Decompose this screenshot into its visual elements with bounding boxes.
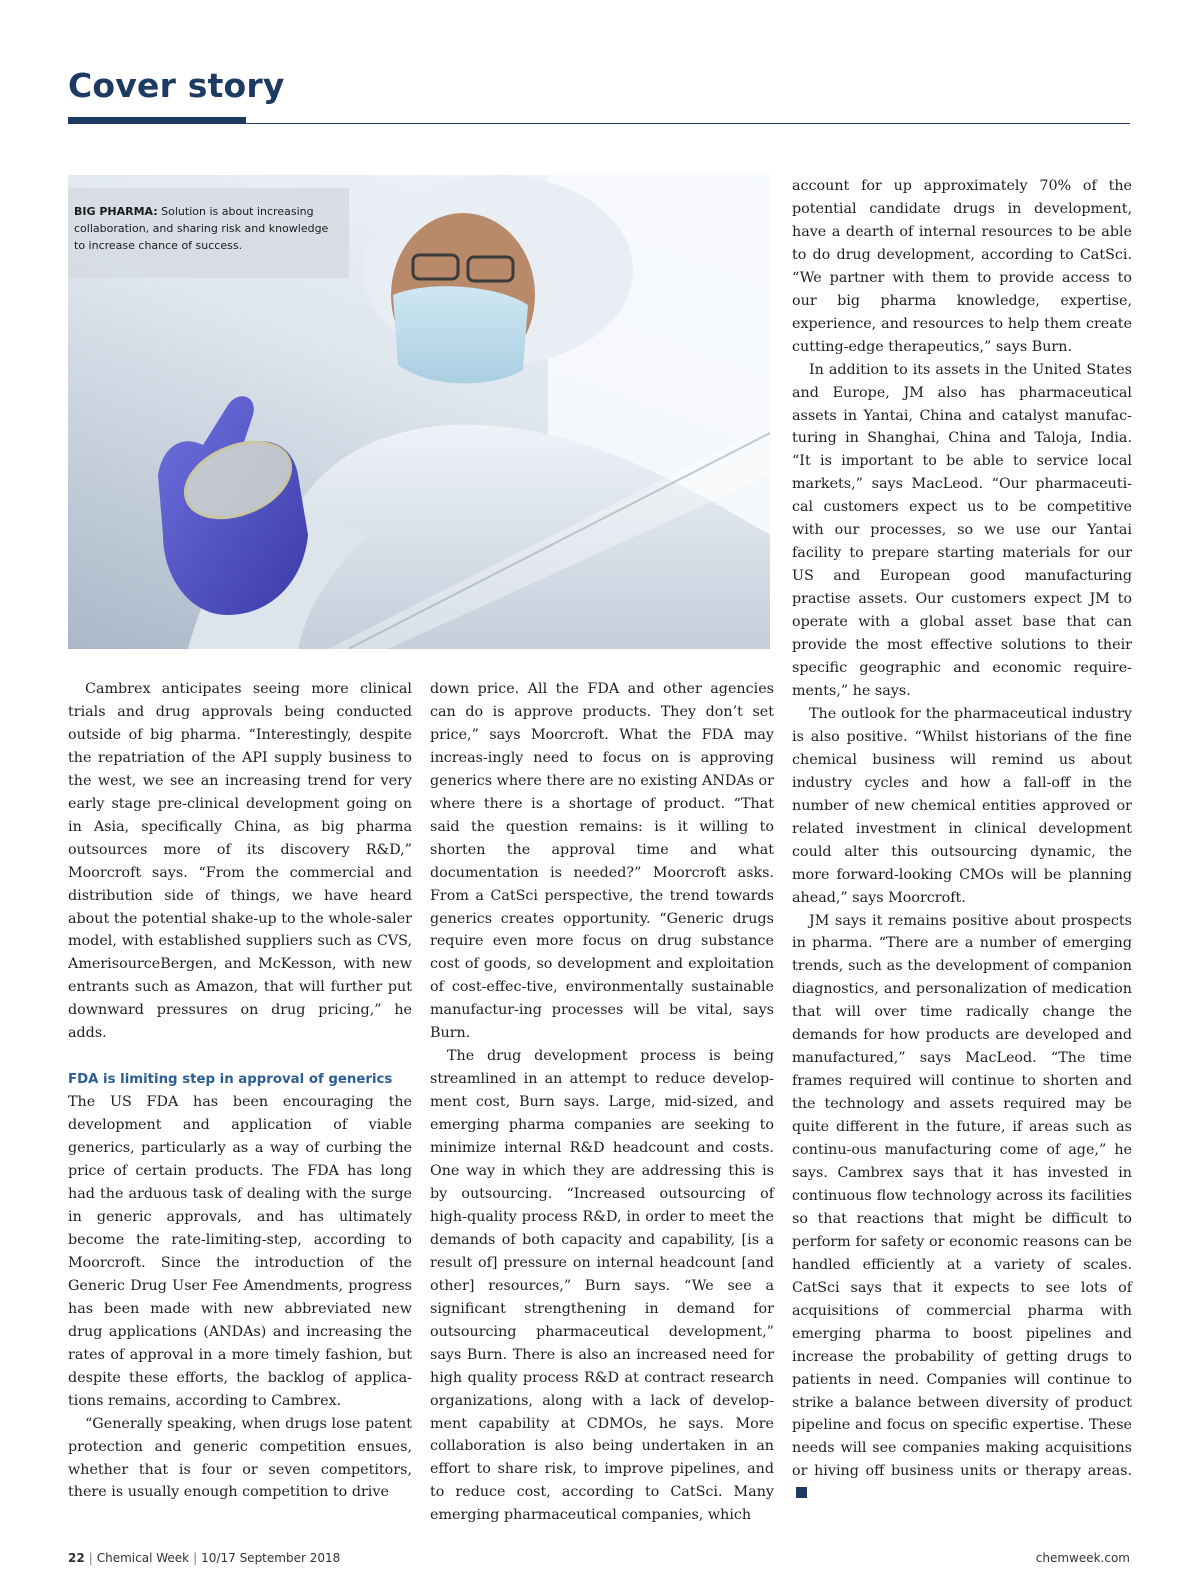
footer-separator: |: [193, 1551, 198, 1565]
section-subheading: FDA is limiting step in approval of generics: [68, 1072, 393, 1088]
paragraph: account for up approximately 70% of the potential candidate drugs in development, have a dearth of internal resources to be able to do drug development, according to CatSci. “We partner with them to provide access to our big pharma knowledge, expertise, experience, and resources to help them create cutting-edge therapeutics,” says Burn.: [792, 178, 1132, 355]
paragraph-text: JM says it remains positive about prospects in pharma. “There are a number of emerging trends, such as the development of companion diagnostics, and personalization of medication that will over time radically change the demands for how products are developed and manufactured,” says MacLeod. “The time frames required will continue to shorten and the technology and assets required may be quite different in the future, if areas such as continu-ous manufacturing come of age,” he says. Cambrex says that it has invested in continuous flow technology across its facilities so that reactions that might be difficult to perform for safety or economic reasons can be handled efficiently at a variety of scales. CatSci says that it expects to see lots of acquisitions of commercial pharma with emerging pharma to boost pipelines and increase the probability of getting drugs to patients in need. Companies will continue to strike a balance between diversity of product pipeline and focus on specific expertise. These needs will see companies making acquisitions or hiving off business units or therapy areas.: [792, 912, 1132, 1480]
publication-name: Chemical Week: [96, 1551, 190, 1565]
paragraph: Cambrex anticipates seeing more clinical trials and drug approvals being conducted outside of big pharma. “Interestingly, despite the repatriation of the API supply business to the west, we see an increasing trend for very early stage pre-clinical development going on in Asia, specifically China, as big pharma outsources more of its discovery R&D,” Moorcroft says. “From the commercial and distribution side of things, we have heard about the potential shake-up to the whole-saler model, with established suppliers such as CVS, AmerisourceBergen, and McKesson, with new entrants such as Amazon, that will further put downward pressures on drug pricing,” he adds.: [68, 681, 412, 1042]
paragraph: The outlook for the pharmaceutical industry is also positive. “Whilst historians of the fine chemical business will remind us about industry cycles and how a fall-off in the number of new chemical entities approved or related investment in clinical development could alter this outsourcing dynamic, the more forward-looking CMOs will be planning ahead,” says Moorcroft.: [792, 705, 1132, 906]
photo-caption: [68, 188, 349, 278]
footer-website: chemweek.com: [1035, 1551, 1130, 1565]
cover-photo: [68, 175, 770, 649]
footer-separator: |: [88, 1551, 93, 1565]
article-column-1: [68, 678, 412, 1504]
paragraph: “Generally speaking, when drugs lose patent protection and generic competition ensues, whether that is four or seven competitors, there is usually enough competition to drive: [68, 1415, 412, 1501]
section-title: Cover story: [68, 66, 285, 105]
issue-date: 10/17 September 2018: [201, 1551, 341, 1565]
paragraph: down price. All the FDA and other agencies can do is approve products. They don’t set price,” says Moorcroft. What the FDA may increas-ingly need to focus on is approving generics where there are no existing ANDAs or where there is a shortage of product. “That said the question remains: is it willing to shorten the approval time and what documentation is needed?” Moorcroft asks. From a CatSci perspective, the trend towards generics creates opportunity. “Generic drugs require even more focus on drug substance cost of goods, so development and exploitation of cost-effec-tive, environmentally sustainable manufactur-ing processes will be vital, says Burn.: [430, 681, 774, 1042]
article-column-2: [430, 678, 774, 1527]
footer-publication-info: [68, 1551, 340, 1565]
header-divider: [68, 123, 1130, 124]
caption-text: Solution is about increasing collaboration, and sharing risk and knowledge to increase chance of success.: [74, 205, 329, 252]
paragraph: In addition to its assets in the United States and Europe, JM also has pharmaceutical assets in Yantai, China and catalyst manufac-turing in Shanghai, China and Taloja, India. “It is important to be able to service local markets,” says MacLeod. “Our pharmaceuti-cal customers expect us to be competitive with our processes, so we use our Yantai facility to prepare starting materials for our US and European good manufacturing practise assets. Our customers expect JM to operate with a global asset base that can provide the most effective solutions to their specific geographic and economic require-ments,” he says.: [792, 361, 1132, 699]
article-column-3: [792, 175, 1132, 1506]
paragraph-final: [792, 910, 1132, 1507]
paragraph: The drug development process is being streamlined in an attempt to reduce develop-ment cost, Burn says. Large, mid-sized, and emerging pharma companies are seeking to minimize internal R&D headcount and costs. One way in which they are addressing this is by outsourcing. “Increased outsourcing of high-quality process R&D, in order to meet the demands of both capacity and capability, [is a result of] pressure on internal headcount [and other] resources,” Burn says. “We see a significant strengthening in demand for outsourcing pharmaceutical development,” says Burn. There is also an increased need for high quality process R&D at contract research organizations, along with a lack of develop-ment capability at CDMOs, he says. More collaboration is also being undertaken in an effort to share risk, to improve pipelines, and to reduce cost, according to CatSci. Many emerging pharmaceutical companies, which: [430, 1048, 774, 1524]
caption-label: BIG PHARMA:: [74, 205, 158, 218]
end-of-article-mark: [796, 1487, 807, 1498]
page-number: 22: [68, 1551, 85, 1565]
paragraph: The US FDA has been encouraging the development and application of viable generics, particularly as a way of curbing the price of certain products. The FDA has long had the arduous task of dealing with the surge in generic approvals, and has ultimately become the rate-limiting-step, according to Moorcroft. Since the introduction of the Generic Drug User Fee Amendments, progress has been made with new abbreviated new drug applications (ANDAs) and increasing the rates of approval in a more timely fashion, but despite these efforts, the backlog of applica-tions remains, according to Cambrex.: [68, 1094, 412, 1409]
